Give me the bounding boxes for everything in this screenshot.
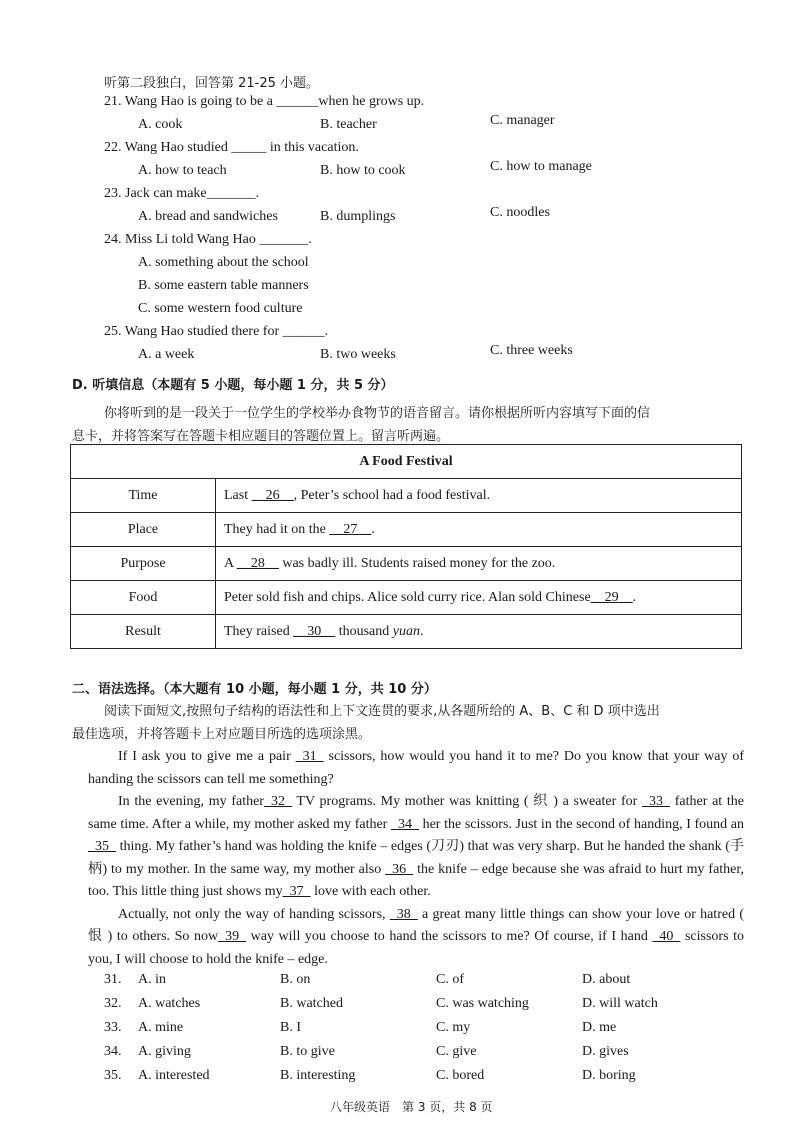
row-content bbox=[216, 547, 742, 581]
grammar-title: 二、语法选择。（本大题有 10 小题，每小题 1 分，共 10 分） bbox=[72, 682, 437, 697]
option-c: C. my bbox=[436, 1020, 471, 1035]
option-b: B. teacher bbox=[320, 117, 377, 132]
option-number: 35. bbox=[104, 1068, 122, 1083]
section-d-instruction-1: 你将听到的是一段关于一位学生的学校举办食物节的语音留言。请你根据所听内容填写下面的信 bbox=[104, 406, 651, 421]
option-a: A. a week bbox=[138, 347, 195, 362]
option-c: C. of bbox=[436, 972, 464, 987]
passage-text: her the scissors. Just in the second of handing, I found an bbox=[418, 816, 744, 832]
content-text: Peter sold fish and chips. Alice sold curry rice. Alan sold Chinese bbox=[224, 589, 591, 605]
answer-blank: __26__ bbox=[251, 487, 294, 503]
passage-text: Actually, not only the way of handing scissors, bbox=[118, 906, 390, 922]
option-b: B. two weeks bbox=[320, 347, 396, 362]
passage-blank: 32 bbox=[263, 794, 292, 809]
table-row bbox=[71, 547, 742, 581]
row-content bbox=[216, 581, 742, 615]
passage-paragraph-1 bbox=[88, 746, 744, 791]
option-b: B. to give bbox=[280, 1044, 335, 1059]
question-stem: 25. Wang Hao studied there for ______. bbox=[104, 324, 329, 339]
content-text: , Peter’s school had a food festival. bbox=[293, 487, 491, 503]
content-text: Last bbox=[224, 487, 252, 503]
passage-blank: 31 bbox=[295, 749, 324, 764]
passage-paragraph-2 bbox=[88, 791, 744, 904]
option-c: C. bored bbox=[436, 1068, 485, 1083]
option-d: D. gives bbox=[582, 1044, 629, 1059]
table-row bbox=[71, 615, 742, 649]
option-a: A. bread and sandwiches bbox=[138, 209, 278, 224]
grammar-instruction-2: 最佳选项，并将答题卡上对应题目所选的选项涂黑。 bbox=[72, 727, 372, 742]
row-content bbox=[216, 479, 742, 513]
row-label: Result bbox=[71, 615, 216, 649]
option-d: D. will watch bbox=[582, 996, 658, 1011]
row-label: Place bbox=[71, 513, 216, 547]
answer-blank: __29__ bbox=[590, 589, 633, 605]
passage-blank: 40 bbox=[652, 929, 681, 944]
question-stem: 23. Jack can make_______. bbox=[104, 186, 260, 201]
option-b: B. how to cook bbox=[320, 163, 406, 178]
grammar-passage bbox=[88, 746, 744, 971]
option-a: A. in bbox=[138, 972, 166, 987]
answer-blank: __30__ bbox=[293, 623, 336, 639]
option-a: A. how to teach bbox=[138, 163, 227, 178]
passage-blank: 34 bbox=[390, 816, 419, 832]
content-text: was badly ill. Students raised money for the zoo. bbox=[278, 555, 556, 571]
option-b: B. some eastern table manners bbox=[138, 278, 309, 293]
passage-text: a great many little things can show your love or hatred ( 恨 ) to others. So now bbox=[88, 906, 744, 944]
question-stem: 22. Wang Hao studied _____ in this vacation. bbox=[104, 140, 359, 155]
row-label: Purpose bbox=[71, 547, 216, 581]
passage-text: thing. My father’s hand was holding the knife – edges (刀刃) that was very sharp. But he handed the shank (手柄) to my mother. In the same way, my mother also bbox=[88, 839, 744, 877]
content-text: . bbox=[371, 521, 375, 537]
option-number: 32. bbox=[104, 996, 122, 1011]
passage-text: If I ask you to give me a pair bbox=[118, 749, 296, 764]
content-text: They had it on the bbox=[224, 521, 330, 537]
option-a: A. mine bbox=[138, 1020, 184, 1035]
option-b: B. interesting bbox=[280, 1068, 356, 1083]
option-number: 34. bbox=[104, 1044, 122, 1059]
passage-text: way will you choose to hand the scissors to me? Of course, if I hand bbox=[246, 929, 653, 944]
content-text: thousand bbox=[335, 623, 393, 639]
listening-instruction: 听第二段独白，回答第 21-25 小题。 bbox=[104, 76, 320, 91]
question-stem: 24. Miss Li told Wang Hao _______. bbox=[104, 232, 312, 247]
content-text: . bbox=[632, 589, 637, 605]
section-d-title: D. 听填信息（本题有 5 小题，每小题 1 分，共 5 分） bbox=[72, 378, 394, 393]
option-d: D. me bbox=[582, 1020, 617, 1035]
table-row bbox=[71, 479, 742, 513]
option-a: A. cook bbox=[138, 117, 183, 132]
grammar-instruction-1: 阅读下面短文,按照句子结构的语法性和上下文连贯的要求,从各题所给的 A、B、C 和 D 项中选出 bbox=[104, 704, 660, 719]
passage-paragraph-3 bbox=[88, 904, 744, 972]
option-number: 31. bbox=[104, 972, 122, 987]
passage-text: the knife – edge because she was afraid to hurt my father, too. This little thing just shows my bbox=[88, 861, 744, 899]
option-c: C. give bbox=[436, 1044, 477, 1059]
content-italic: yuan bbox=[392, 623, 420, 639]
option-a: A. giving bbox=[138, 1044, 191, 1059]
passage-text: love with each other. bbox=[310, 884, 431, 899]
option-c: C. how to manage bbox=[490, 159, 592, 174]
row-label: Time bbox=[71, 479, 216, 513]
option-c: C. three weeks bbox=[490, 343, 573, 358]
passage-blank: 33 bbox=[642, 794, 670, 809]
section-d-instruction-2: 息卡，并将答案写在答题卡相应题目的答题位置上。留言听两遍。 bbox=[72, 429, 450, 444]
passage-text: In the evening, my father bbox=[118, 794, 264, 809]
row-content bbox=[216, 513, 742, 547]
content-text: They raised bbox=[224, 623, 294, 639]
option-a: A. interested bbox=[138, 1068, 210, 1083]
table-row bbox=[71, 513, 742, 547]
passage-text: scissors to you, I will choose to hold the knife – edge. bbox=[88, 929, 744, 967]
row-label: Food bbox=[71, 581, 216, 615]
content-text: A bbox=[224, 555, 237, 571]
option-d: D. boring bbox=[582, 1068, 636, 1083]
question-stem: 21. Wang Hao is going to be a ______when he grows up. bbox=[104, 94, 425, 109]
option-c: C. noodles bbox=[490, 205, 550, 220]
passage-text: scissors, how would you hand it to me? Do you know that your way of handing the scissors can tell me something? bbox=[88, 749, 745, 787]
passage-blank: 39 bbox=[218, 929, 247, 944]
passage-text: father at the same time. After a while, my mother asked my father bbox=[88, 794, 744, 832]
food-festival-table bbox=[70, 444, 742, 649]
option-b: B. on bbox=[280, 972, 311, 987]
passage-text: TV programs. My mother was knitting ( 织 ) a sweater for bbox=[291, 794, 642, 809]
table-row bbox=[71, 581, 742, 615]
content-text: . bbox=[419, 623, 424, 639]
row-content bbox=[216, 615, 742, 649]
passage-blank: 36 bbox=[385, 861, 414, 877]
answer-blank: __28__ bbox=[236, 555, 279, 571]
answer-blank: __27__ bbox=[329, 521, 372, 537]
passage-blank: 38 bbox=[389, 906, 418, 922]
table-header: A Food Festival bbox=[71, 445, 742, 479]
page-footer: 八年级英语 第 3 页，共 8 页 bbox=[330, 1100, 493, 1114]
option-c: C. some western food culture bbox=[138, 301, 303, 316]
option-c: C. was watching bbox=[436, 996, 529, 1011]
option-a: A. something about the school bbox=[138, 255, 309, 270]
option-number: 33. bbox=[104, 1020, 122, 1035]
option-b: B. I bbox=[280, 1020, 301, 1035]
passage-blank: 37 bbox=[282, 884, 311, 899]
option-b: B. watched bbox=[280, 996, 343, 1011]
option-a: A. watches bbox=[138, 996, 201, 1011]
passage-blank: 35 bbox=[88, 839, 116, 854]
option-d: D. about bbox=[582, 972, 631, 987]
option-c: C. manager bbox=[490, 113, 555, 128]
option-b: B. dumplings bbox=[320, 209, 396, 224]
